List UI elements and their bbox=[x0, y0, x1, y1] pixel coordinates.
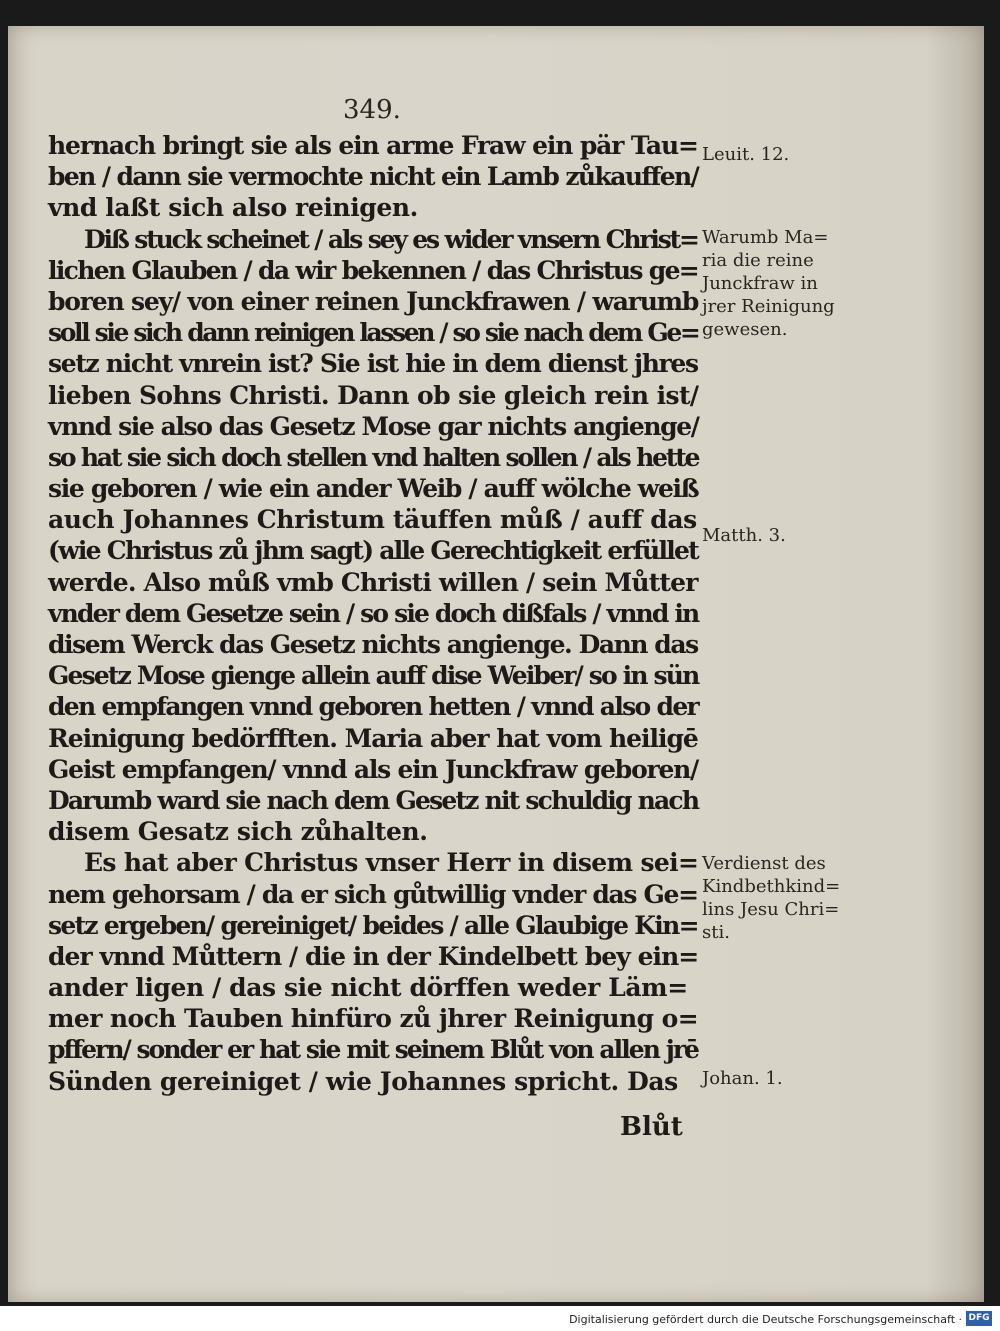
text-line: werde. Also můß vmb Christi willen / sein Můtter bbox=[48, 567, 698, 597]
margin-note-matthew bbox=[702, 524, 786, 547]
margin-note-line: Warumb Ma= bbox=[702, 227, 829, 248]
text-line: ander ligen / das sie nicht dörffen weder Läm= bbox=[48, 973, 688, 1003]
text-line: boren sey/ von einer reinen Junckfrawen / warumb bbox=[48, 286, 699, 316]
page-number: 349. bbox=[343, 95, 401, 125]
text-line: disem Werck das Gesetz nichts angienge. Dann das bbox=[48, 630, 698, 659]
margin-note-line: Leuit. 12. bbox=[702, 144, 790, 165]
text-line: setz ergeben/ gereiniget/ beides / alle Glaubige Kin= bbox=[48, 910, 698, 940]
text-line: hernach bringt sie als ein arme Fraw ein pär Tau= bbox=[48, 131, 698, 160]
text-line: ben / dann sie vermochte nicht ein Lamb zůkauffen/ bbox=[48, 162, 699, 192]
text-line: vnder dem Gesetze sein / so sie doch dißfals / vnnd in bbox=[48, 598, 699, 628]
catchword: Blůt bbox=[620, 1112, 683, 1142]
margin-note-line: Verdienst des bbox=[702, 853, 826, 874]
text-line: Sünden gereiniget / wie Johannes spricht. Das bbox=[48, 1066, 678, 1096]
margin-note-line: lins Jesu Chri= bbox=[702, 899, 840, 920]
text-line: soll sie sich dann reinigen lassen / so sie nach dem Ge= bbox=[48, 318, 699, 348]
text-line: lieben Sohns Christi. Dann ob sie gleich rein ist/ bbox=[48, 380, 699, 410]
margin-note-line: gewesen. bbox=[702, 319, 788, 340]
margin-note-leviticus bbox=[702, 143, 789, 166]
text-line: Darumb ward sie nach dem Gesetz nit schuldig nach bbox=[48, 785, 699, 815]
text-line: Geist empfangen/ vnnd als ein Junckfraw geboren/ bbox=[48, 754, 699, 784]
text-line: setz nicht vnrein ist? Sie ist hie in dem dienst jhres bbox=[48, 349, 698, 379]
text-line: sie geboren / wie ein ander Weib / auff wölche weiß bbox=[48, 474, 699, 504]
dfg-logo: DFG bbox=[966, 1311, 992, 1326]
text-line: vnnd sie also das Gesetz Mose gar nichts angienge/ bbox=[48, 411, 699, 441]
text-line: so hat sie sich doch stellen vnd halten sollen / als hette bbox=[48, 442, 699, 472]
text-line: Gesetz Mose gienge allein auff dise Weiber/ so in sün bbox=[48, 661, 699, 691]
text-line: disem Gesatz sich zůhalten. bbox=[48, 817, 428, 847]
text-line: nem gehorsam / da er sich gůtwillig vnder das Ge= bbox=[48, 879, 698, 909]
text-line: lichen Glauben / da wir bekennen / das Christus ge= bbox=[48, 255, 699, 285]
margin-note-line: Junckfraw in bbox=[702, 273, 818, 294]
margin-note-line: Johan. 1. bbox=[702, 1068, 783, 1089]
margin-note-line: sti. bbox=[702, 922, 730, 943]
margin-note-line: Matth. 3. bbox=[702, 525, 786, 546]
margin-note-line: jrer Reinigung bbox=[702, 296, 835, 317]
text-line: der vnnd Můttern / die in der Kindelbett bey ein= bbox=[48, 941, 699, 971]
margin-note-maria bbox=[702, 226, 835, 341]
text-line: pffern/ sonder er hat sie mit seinem Blůt von allen jrē bbox=[48, 1035, 699, 1065]
margin-note-line: Kindbethkind= bbox=[702, 876, 841, 897]
text-line: (wie Christus zů jhm sagt) alle Gerechtigkeit erfüllet bbox=[48, 536, 698, 566]
text-line: vnd laßt sich also reinigen. bbox=[48, 193, 418, 223]
footer-credit: Digitalisierung gefördert durch die Deutsche Forschungsgemeinschaft · bbox=[569, 1313, 962, 1326]
text-line: Es hat aber Christus vnser Herr in disem sei= bbox=[84, 848, 699, 878]
text-line: mer noch Tauben hinfüro zů jhrer Reinigung o= bbox=[48, 1004, 699, 1034]
body-text bbox=[48, 130, 698, 1097]
text-line: den empfangen vnnd geboren hetten / vnnd also der bbox=[48, 692, 699, 722]
margin-note-verdienst bbox=[702, 852, 840, 944]
margin-note-johannes bbox=[702, 1067, 783, 1090]
text-line: Reinigung bedörfften. Maria aber hat vom heiligē bbox=[48, 723, 698, 753]
text-line: Diß stuck scheinet / als sey es wider vnsern Christ= bbox=[84, 224, 698, 254]
text-line: auch Johannes Christum täuffen můß / auff das bbox=[48, 505, 697, 535]
margin-note-line: ria die reine bbox=[702, 250, 814, 271]
